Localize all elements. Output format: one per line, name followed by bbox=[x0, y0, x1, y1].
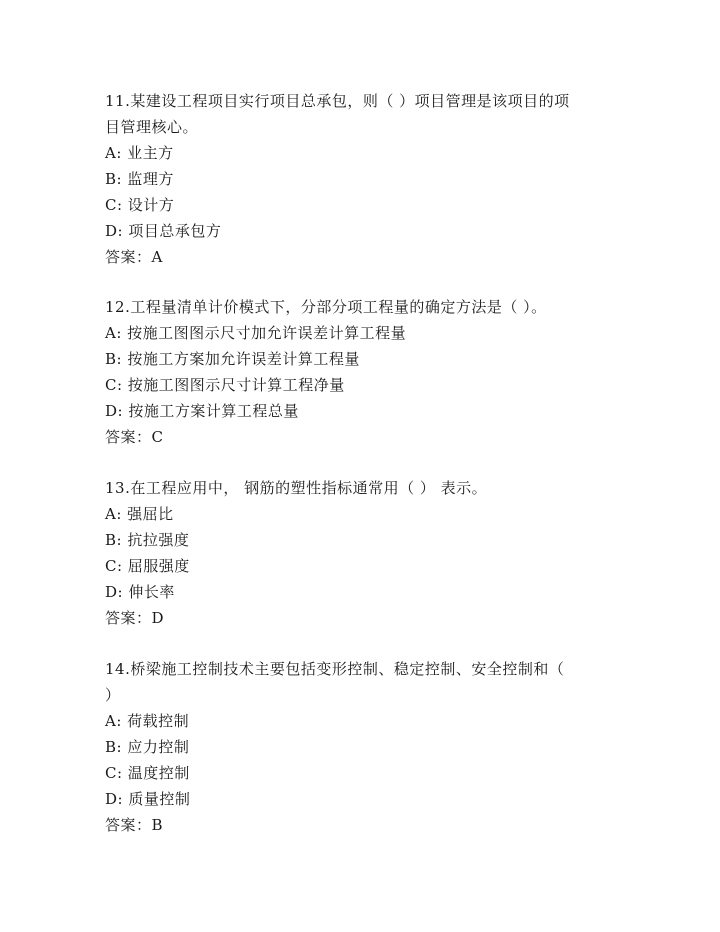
question-14 bbox=[105, 656, 625, 838]
option-b: B: 按施工方案加允许误差计算工程量 bbox=[105, 350, 360, 368]
option-c: C: 屈服强度 bbox=[105, 557, 190, 575]
question-13 bbox=[105, 475, 625, 631]
option-b: B: 抗拉强度 bbox=[105, 531, 190, 549]
option-c: C: 按施工图图示尺寸计算工程净量 bbox=[105, 376, 345, 394]
option-b: B: 监理方 bbox=[105, 170, 174, 188]
option-a: A: 按施工图图示尺寸加允许误差计算工程量 bbox=[105, 324, 407, 342]
answer-line: 答案：C bbox=[105, 428, 164, 446]
answer-line: 答案：D bbox=[105, 609, 165, 627]
question-stem-line: 12.工程量清单计价模式下，分部分项工程量的确定方法是（ ）。 bbox=[105, 298, 547, 316]
question-stem-line: 14.桥梁施工控制技术主要包括变形控制、稳定控制、安全控制和（ bbox=[105, 660, 565, 678]
option-a: A: 业主方 bbox=[105, 144, 174, 162]
answer-line: 答案：A bbox=[105, 248, 163, 266]
option-d: D: 项目总承包方 bbox=[105, 222, 222, 240]
question-stem-line: 目管理核心。 bbox=[105, 118, 199, 136]
question-11 bbox=[105, 88, 625, 270]
question-12 bbox=[105, 294, 625, 450]
option-d: D: 质量控制 bbox=[105, 790, 191, 808]
option-a: A: 强屈比 bbox=[105, 505, 174, 523]
option-c: C: 设计方 bbox=[105, 196, 175, 214]
option-c: C: 温度控制 bbox=[105, 764, 190, 782]
question-stem-line: 11.某建设工程项目实行项目总承包，则（ ）项目管理是该项目的项 bbox=[105, 92, 570, 110]
option-b: B: 应力控制 bbox=[105, 738, 190, 756]
question-stem-line: ） bbox=[105, 686, 121, 704]
answer-line: 答案：B bbox=[105, 816, 164, 834]
question-stem-line: 13.在工程应用中， 钢筋的塑性指标通常用（ ） 表示。 bbox=[105, 479, 488, 497]
option-a: A: 荷载控制 bbox=[105, 712, 190, 730]
option-d: D: 按施工方案计算工程总量 bbox=[105, 402, 299, 420]
option-d: D: 伸长率 bbox=[105, 583, 175, 601]
